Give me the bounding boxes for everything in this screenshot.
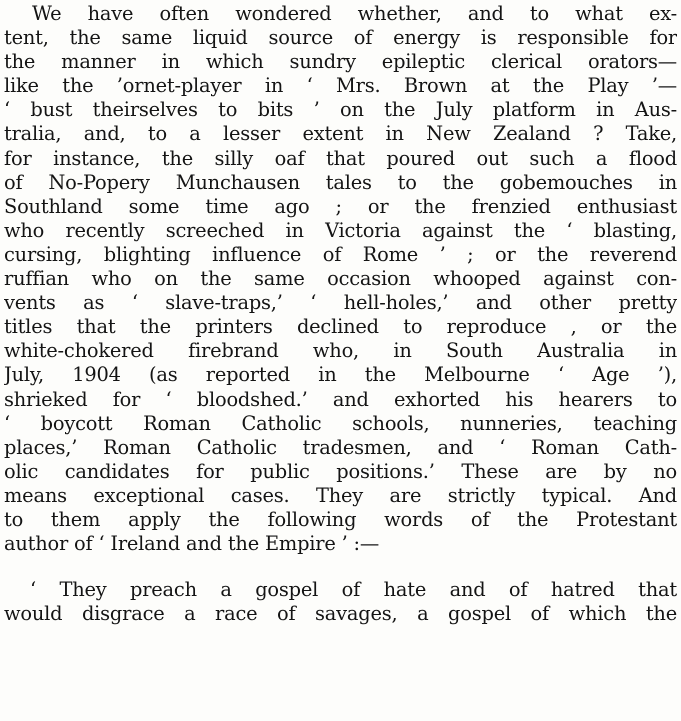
- text-line: means exceptional cases. They are strictly typical. And: [4, 483, 677, 507]
- text-line: of No-Popery Munchausen tales to the gobemouches in: [4, 170, 677, 194]
- text-line: like the ’ornet-player in ‘ Mrs. Brown at the Play ’—: [4, 74, 677, 98]
- text-line: titles that the printers declined to reproduce , or the: [4, 315, 677, 339]
- paragraph-1: [4, 2, 677, 556]
- text-line: ‘ They preach a gospel of hate and of hatred that: [30, 578, 677, 602]
- text-line: We have often wondered whether, and to what ex-: [32, 2, 677, 25]
- text-line: to them apply the following words of the Protestant: [4, 507, 677, 531]
- text-line: for instance, the silly oaf that poured out such a flood: [4, 146, 677, 170]
- text-line: Southland some time ago ; or the frenzied enthusiast: [4, 194, 677, 218]
- text-line: ‘ boycott Roman Catholic schools, nunneries, teaching: [4, 411, 677, 435]
- paragraph-2-quote: [4, 578, 677, 626]
- text-line: the manner in which sundry epileptic clerical orators—: [4, 50, 677, 74]
- text-line: shrieked for ‘ bloodshed.’ and exhorted his hearers to: [4, 387, 677, 411]
- text-line: tent, the same liquid source of energy is responsible for: [4, 26, 677, 50]
- text-line: who recently screeched in Victoria against the ‘ blasting,: [4, 218, 677, 242]
- text-line: would disgrace a race of savages, a gospel of which the: [4, 602, 677, 626]
- text-line: vents as ‘ slave-traps,’ ‘ hell-holes,’ and other pretty: [4, 291, 677, 315]
- text-line: tralia, and, to a lesser extent in New Zealand ? Take,: [4, 122, 677, 146]
- text-line: cursing, blighting influence of Rome ’ ; or the reverend: [4, 242, 677, 266]
- text-line: olic candidates for public positions.’ These are by no: [4, 459, 677, 483]
- paragraph-gap: [4, 556, 677, 578]
- text-line: July, 1904 (as reported in the Melbourne ‘ Age ’),: [4, 363, 677, 387]
- text-line: white-chokered firebrand who, in South Australia in: [4, 339, 677, 363]
- text-line: ‘ bust theirselves to bits ’ on the July platform in Aus-: [4, 98, 677, 122]
- article-column: [4, 2, 677, 626]
- text-line: ruffian who on the same occasion whooped against con-: [4, 267, 677, 291]
- text-line: places,’ Roman Catholic tradesmen, and ‘ Roman Cath-: [4, 435, 677, 459]
- text-line: author of ‘ Ireland and the Empire ’ :—: [4, 532, 380, 556]
